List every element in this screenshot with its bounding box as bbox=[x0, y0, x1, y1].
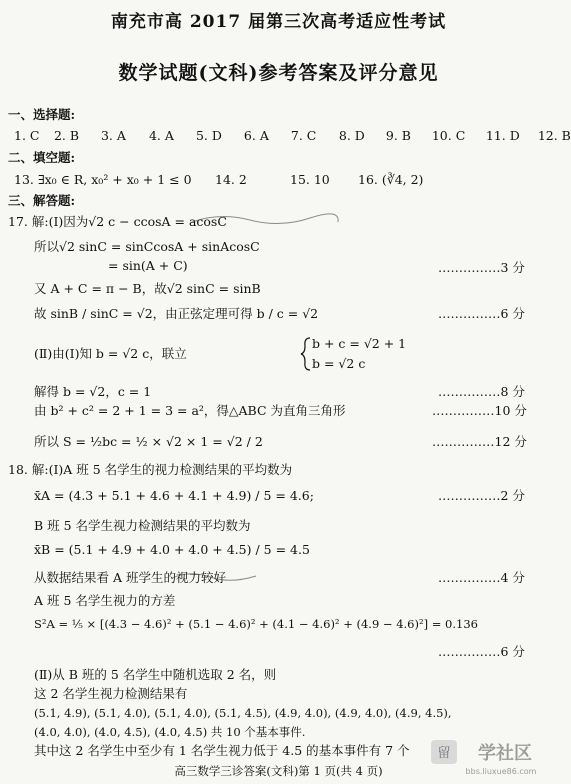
section-choice-heading: 一、选择题: bbox=[8, 107, 76, 122]
q17-line-2: 所以√2 sinC = sinCcosA + sinAcosC bbox=[34, 239, 260, 254]
answer-6: 6. A bbox=[243, 128, 269, 143]
q17-line-4: 又 A + C = π − B，故√2 sinC = sinB bbox=[34, 281, 261, 296]
answer-12: 12. B bbox=[537, 128, 571, 143]
handwriting-scribble bbox=[170, 568, 260, 584]
fill-answer-13: 13. ∃x₀ ∈ R, x₀² + x₀ + 1 ≤ 0 bbox=[14, 172, 192, 187]
q18-line-3: B 班 5 名学生视力检测结果的平均数为 bbox=[34, 518, 251, 533]
site-watermark-logo bbox=[431, 738, 551, 778]
answer-key-title: 数学试题(文科)参考答案及评分意见 bbox=[118, 62, 439, 84]
q18-line-10: (5.1, 4.9), (5.1, 4.0), (5.1, 4.0), (5.1, 4.5), (4.9, 4.0), (4.9, 4.0), (4.9, 4.5), bbox=[34, 706, 452, 720]
answer-7: 7. C bbox=[290, 128, 317, 143]
q17-score-5: ……………12 分 bbox=[432, 434, 527, 449]
fill-answer-14: 14. 2 bbox=[215, 172, 247, 187]
q17-score-3: ……………8 分 bbox=[438, 384, 525, 399]
exam-title: 南充市高 2017 届第三次高考适应性考试 bbox=[110, 12, 447, 32]
handwriting-scribble bbox=[190, 210, 340, 228]
section-fill-heading: 二、填空题: bbox=[8, 150, 76, 165]
svg-text:留: 留 bbox=[437, 746, 451, 761]
q17-line-8: 由 b² + c² = 2 + 1 = 3 = a²，得△ABC 为直角三角形 bbox=[34, 403, 346, 418]
q17-score-1: ……………3 分 bbox=[438, 260, 525, 275]
q18-line-4: x̄B = (5.1 + 4.9 + 4.0 + 4.0 + 4.5) / 5 = 4.5 bbox=[34, 542, 310, 557]
q17-system-eq-1: b + c = √2 + 1 bbox=[312, 336, 407, 351]
q18-line-11: (4.0, 4.0), (4.0, 4.5), (4.0, 4.5) 共 10 个基本事件. bbox=[34, 725, 306, 739]
q18-line-1: 18. 解:(Ⅰ)A 班 5 名学生的视力检测结果的平均数为 bbox=[8, 462, 293, 477]
q17-line-3: = sin(A + C) bbox=[108, 258, 188, 273]
svg-text:学社区: 学社区 bbox=[478, 743, 532, 764]
system-brace-icon bbox=[300, 336, 312, 372]
q17-line-6: (Ⅱ)由(Ⅰ)知 b = √2 c，联立 bbox=[34, 346, 187, 361]
answer-11: 11. D bbox=[485, 128, 520, 143]
q18-line-12: 其中这 2 名学生中至少有 1 名学生视力低于 4.5 的基本事件有 7 个 bbox=[34, 743, 410, 758]
section-solve-heading: 三、解答题: bbox=[8, 193, 76, 208]
q17-line-5: 故 sinB / sinC = √2，由正弦定理可得 b / c = √2 bbox=[34, 306, 319, 321]
q18-score-1: ……………2 分 bbox=[438, 488, 525, 503]
fill-answer-15: 15. 10 bbox=[290, 172, 330, 187]
q17-line-7: 解得 b = √2，c = 1 bbox=[34, 384, 152, 399]
q17-line-1: 17. 解:(Ⅰ)因为√2 c − ccosA = acosC bbox=[8, 214, 227, 229]
choice-answers bbox=[14, 128, 571, 144]
q18-line-6: A 班 5 名学生视力的方差 bbox=[34, 593, 176, 608]
q18-line-8: (Ⅱ)从 B 班的 5 名学生中随机选取 2 名，则 bbox=[34, 667, 277, 682]
q17-score-4: ……………10 分 bbox=[432, 403, 527, 418]
answer-1: 1. C bbox=[14, 128, 40, 143]
answer-9: 9. B bbox=[385, 128, 411, 143]
svg-text:bbs.liuxue86.com: bbs.liuxue86.com bbox=[465, 767, 537, 776]
q18-score-2: ……………4 分 bbox=[438, 570, 525, 585]
q17-line-9: 所以 S = ½bc = ½ × √2 × 1 = √2 / 2 bbox=[34, 434, 263, 449]
q17-system-eq-2: b = √2 c bbox=[312, 356, 366, 371]
answer-8: 8. D bbox=[338, 128, 365, 143]
fill-answer-16: 16. (∛4, 2) bbox=[358, 172, 424, 187]
answer-4: 4. A bbox=[148, 128, 174, 143]
answer-2: 2. B bbox=[53, 128, 80, 143]
q18-line-7: S²A = ⅕ × [(4.3 − 4.6)² + (5.1 − 4.6)² + (4.1 − 4.6)² + (4.9 − 4.6)²] = 0.136 bbox=[34, 617, 478, 631]
answer-10: 10. C bbox=[431, 128, 466, 143]
answer-5: 5. D bbox=[195, 128, 222, 143]
page-footer: 高三数学三诊答案(文科)第 1 页(共 4 页) bbox=[174, 764, 383, 778]
q18-line-5: 从数据结果看 A 班学生的视力较好 bbox=[34, 570, 226, 585]
q18-line-9: 这 2 名学生视力检测结果有 bbox=[34, 686, 188, 701]
q17-score-2: ……………6 分 bbox=[438, 306, 525, 321]
q18-line-2: x̄A = (4.3 + 5.1 + 4.6 + 4.1 + 4.9) / 5 = 4.6; bbox=[34, 488, 314, 503]
q18-score-3: ……………6 分 bbox=[438, 644, 525, 659]
answer-3: 3. A bbox=[100, 128, 126, 143]
